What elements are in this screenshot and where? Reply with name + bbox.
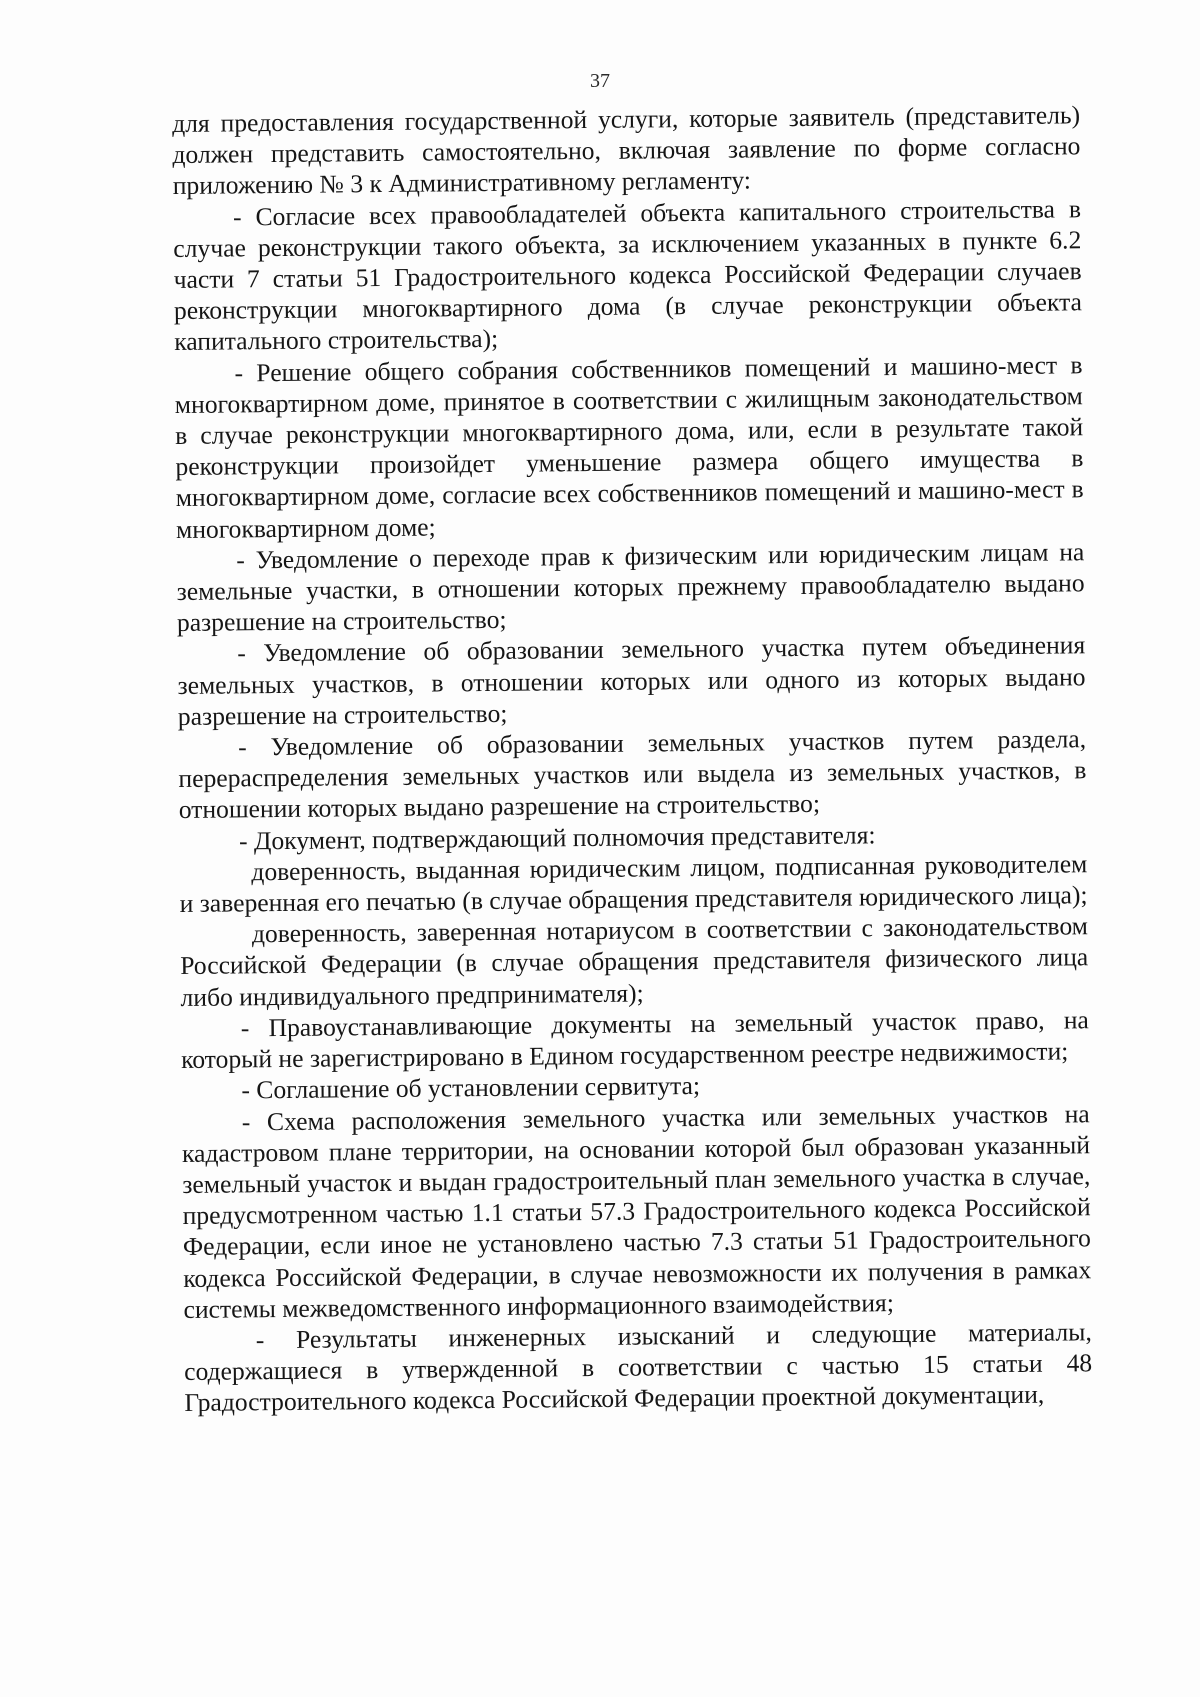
page-number: 37: [590, 70, 610, 92]
paragraph-notarized-power-of-attorney: доверенность, заверенная нотариусом в соответствии с законодательством Российской Федерации (в случае обращения представителя физического лица либо индивидуального предпринимателя);: [180, 911, 1089, 1012]
paragraph-general-meeting-decision: - Решение общего собрания собственников помещений и машино-мест в многоквартирном доме, принятое в соответствии с жилищным законодательством в случае реконструкции многоквартирного дома, или, если в результате такой реконструкции произойдет уменьшение размера общего имущества в многоквартирном доме, согласие всех собственников помещений и машино-мест в многоквартирном доме;: [174, 349, 1084, 544]
paragraph-title-documents: - Правоустанавливающие документы на земельный участок право, на который не зарегистрировано в Едином государственном реестре недвижимости;: [180, 1005, 1089, 1075]
paragraph-representative-authority: - Документ, подтверждающий полномочия представителя:: [238, 819, 876, 856]
paragraph-plot-division-notice: - Уведомление об образовании земельных участков путем раздела, перераспределения земельных участков или выдела из земельных участков, в отношении которых выдано разрешение на строительство;: [178, 724, 1087, 825]
paragraph-owners-consent: - Согласие всех правообладателей объекта капитального строительства в случае реконструкции такого объекта, за исключением указанных в пункте 6.2 части 7 статьи 51 Градостроительного кодекса Российской Федерации случаев реконструкции многоквартирного дома (в случае реконструкции объекта капитального строительства);: [173, 193, 1083, 357]
paragraph-easement-agreement: - Соглашение об установлении сервитута;: [241, 1071, 701, 1105]
paragraph-intro-continuation: для предоставления государственной услуги, которые заявитель (представитель) должен представить самостоятельно, включая заявление по форме согласно приложению № 3 к Административному регламенту:: [172, 100, 1081, 201]
document-body: [172, 99, 1093, 1418]
paragraph-plot-layout-scheme: - Схема расположения земельного участка или земельных участков на кадастровом плане территории, на основании которой был образован указанный земельный участок и выдан градостроительный план земельного участка в случае, предусмотренном частью 1.1 статьи 57.3 Градостроительного кодекса Российской Федерации, если иное не установлено частью 7.3 статьи 51 Градостроительного кодекса Российской Федерации, в случае невозможности их получения в рамках системы межведомственного информационного взаимодействия;: [181, 1098, 1092, 1324]
paragraph-rights-transfer-notice: - Уведомление о переходе прав к физическим или юридическим лицам на земельные участки, в отношении которых прежнему правообладателю выдано разрешение на строительство;: [176, 537, 1085, 638]
paragraph-plot-merge-notice: - Уведомление об образовании земельного участка путем объединения земельных участков, в отношении которых или одного из которых выдано разрешение на строительство;: [177, 630, 1086, 731]
paragraph-legal-entity-power-of-attorney: доверенность, выданная юридическим лицом, подписанная руководителем и заверенная его печатью (в случае обращения представителя юридического лица);: [179, 849, 1088, 919]
paragraph-engineering-surveys: - Результаты инженерных изысканий и следующие материалы, содержащиеся в утвержденной в соответствии с частью 15 статьи 48 Градостроительного кодекса Российской Федерации проектной документации,: [183, 1317, 1093, 1418]
